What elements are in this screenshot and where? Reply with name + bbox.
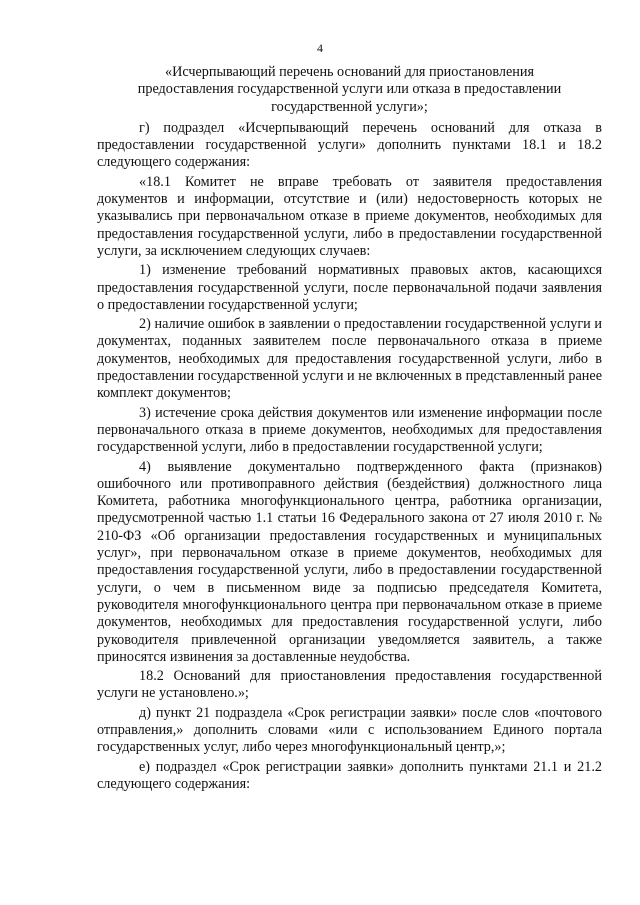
paragraph-18-2: 18.2 Оснований для приостановления предоставления государственной услуги не установлено.»; bbox=[97, 668, 602, 702]
paragraph-e: е) подраздел «Срок регистрации заявки» дополнить пунктами 21.1 и 21.2 следующего содержания: bbox=[97, 758, 602, 792]
section-heading bbox=[97, 64, 602, 116]
paragraph-18-1: «18.1 Комитет не вправе требовать от заявителя предоставления документов и информации, отсутствие и (или) недостоверность которых не указывались при первоначальном отказе в приеме документов, необходимых для предоставления государственной услуги, либо в предоставлении государственной услуги, за исключением следующих случаев: bbox=[97, 173, 602, 259]
list-item-1: 1) изменение требований нормативных правовых актов, касающихся предоставления государственной услуги, после первоначальной подачи заявления о предоставлении государственной услуги; bbox=[97, 262, 602, 313]
paragraph-d: д) пункт 21 подраздела «Срок регистрации заявки» после слов «почтового отправления,» дополнить словами «или с использованием Единого портала государственных услуг, либо через многофункциональный центр,»; bbox=[97, 704, 602, 756]
list-item-3: 3) истечение срока действия документов или изменение информации после первоначального отказа в приеме документов, необходимых для предоставления государственной услуги, либо в предоставлении государственной услуги; bbox=[97, 404, 602, 456]
heading-line: предоставления государственной услуги или отказа в предоставлении bbox=[137, 81, 562, 98]
heading-line: государственной услуги»; bbox=[271, 98, 428, 115]
heading-line: «Исчерпывающий перечень оснований для приостановления bbox=[165, 64, 534, 80]
list-item-4: 4) выявление документально подтвержденного факта (признаков) ошибочного или противоправного действия (бездействия) должностного лица Комитета, работника многофункционального центра, работника организации, предусмотренной частью 1.1 статьи 16 Федерального закона от 27 июля 2010 г. № 210-ФЗ «Об организации предоставления государственных и муниципальных услуг», при первоначальном отказе в приеме документов, необходимых для предоставления государственной услуги, либо в предоставлении государственной услуги, о чем в письменном виде за подписью председателя Комитета, руководителя многофункционального центра при первоначальном отказе в приеме документов, необходимых для предоставления государственной услуги, либо руководителя привлеченной организации уведомляется заявитель, а также приносятся извинения за доставленные неудобства. bbox=[97, 458, 602, 665]
document-body bbox=[97, 64, 602, 795]
paragraph-g: г) подраздел «Исчерпывающий перечень оснований для отказа в предоставлении государственной услуги» дополнить пунктами 18.1 и 18.2 следующего содержания: bbox=[97, 119, 602, 171]
page-number: 4 bbox=[317, 41, 323, 55]
list-item-2: 2) наличие ошибок в заявлении о предоставлении государственной услуги и документах, поданных заявителем после первоначального отказа в приеме документов, необходимых для предоставления государственной услуги, либо в предоставлении государственной услуги и не включенных в представленный ранее комплект документов; bbox=[97, 316, 602, 402]
